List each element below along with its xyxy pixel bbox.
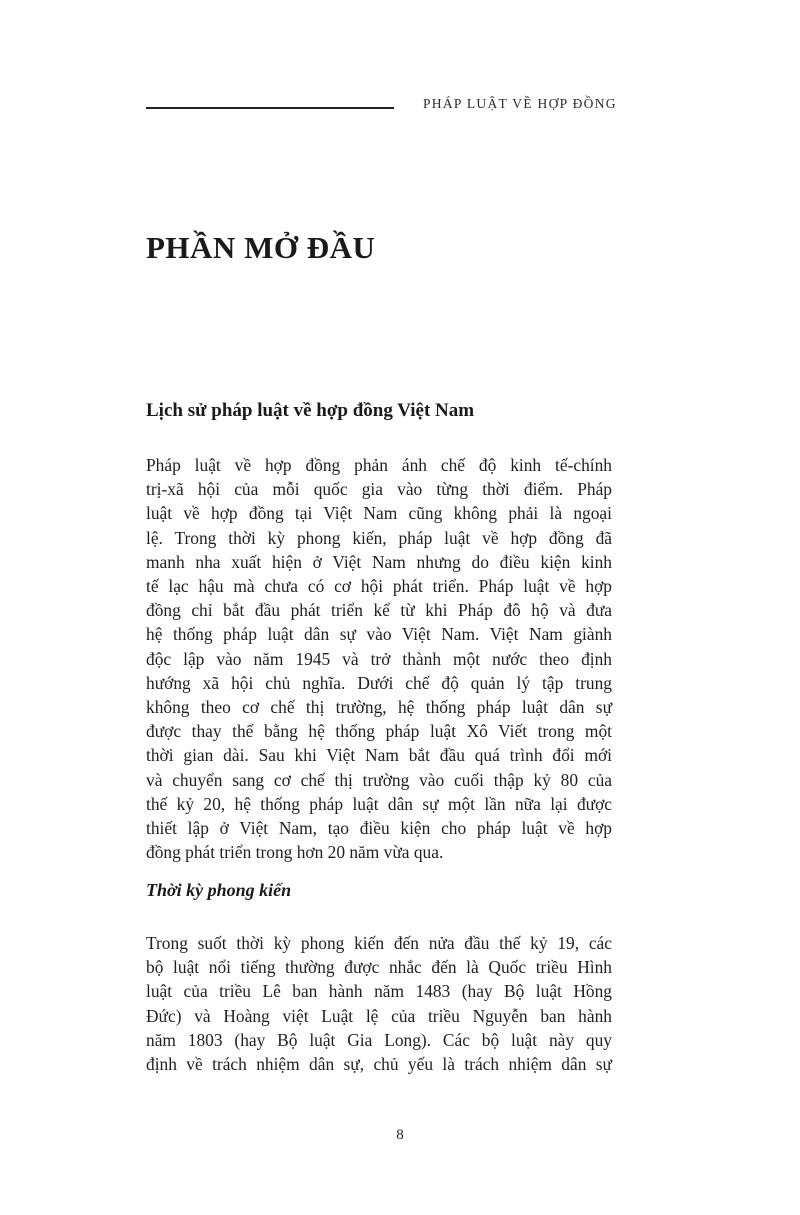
section-heading: Lịch sử pháp luật về hợp đồng Việt Nam [146, 400, 475, 421]
text-line: đồng phát triển trong hơn 20 năm vừa qua. [146, 842, 444, 863]
text-line: bộ luật nổi tiếng thường được nhắc đến là Quốc triều Hình [146, 957, 612, 978]
section-paragraph [146, 453, 612, 864]
text-line: độc lập vào năm 1945 và trở thành một nước theo định [146, 648, 612, 669]
subsection-paragraph [146, 931, 612, 1076]
text-line: trị-xã hội của mỗi quốc gia vào từng thời điểm. Pháp [146, 479, 612, 500]
text-line: manh nha xuất hiện ở Việt Nam nhưng do điều kiện kinh [146, 551, 612, 572]
text-line: định về trách nhiệm dân sự, chủ yếu là trách nhiệm dân sự [146, 1054, 612, 1075]
header-rule [146, 107, 394, 109]
text-line: luật của triều Lê ban hành năm 1483 (hay Bộ luật Hồng [146, 981, 612, 1002]
text-line: luật về hợp đồng tại Việt Nam cũng không phải là ngoại [146, 503, 612, 524]
subsection-heading: Thời kỳ phong kiến [146, 880, 292, 900]
text-line: hệ thống pháp luật dân sự vào Việt Nam. Việt Nam giành [146, 624, 612, 645]
text-line: hướng xã hội chủ nghĩa. Dưới chế độ quản lý tập trung [146, 672, 612, 693]
text-line: năm 1803 (hay Bộ luật Gia Long). Các bộ luật này quy [146, 1029, 612, 1050]
text-line: được thay thế bằng hệ thống pháp luật Xô Viết trong một [146, 721, 612, 742]
text-line: thiết lập ở Việt Nam, tạo điều kiện cho pháp luật về hợp [146, 818, 612, 839]
page-number: 8 [396, 1127, 404, 1143]
text-line: Đức) và Hoàng việt Luật lệ của triều Nguyễn ban hành [146, 1005, 612, 1026]
text-line: không theo cơ chế thị trường, hệ thống pháp luật dân sự [146, 697, 612, 718]
text-line: đồng chỉ bắt đầu phát triển kể từ khi Pháp đô hộ và đưa [146, 600, 612, 621]
text-line: thế kỷ 20, hệ thống pháp luật dân sự một lần nữa lại được [146, 793, 612, 814]
text-line: Trong suốt thời kỳ phong kiến đến nửa đầu thế kỷ 19, các [146, 933, 612, 953]
text-line: và chuyển sang cơ chế thị trường vào cuối thập kỷ 80 của [146, 769, 612, 790]
text-line: Pháp luật về hợp đồng phản ánh chế độ kinh tế-chính [146, 455, 612, 475]
chapter-title: PHẦN MỞ ĐẦU [146, 230, 376, 265]
text-line: thời gian dài. Sau khi Việt Nam bắt đầu quá trình đổi mới [146, 745, 612, 766]
text-line: tế lạc hậu mà chưa có cơ hội phát triển. Pháp luật về hợp [146, 576, 612, 597]
text-line: lệ. Trong thời kỳ phong kiến, pháp luật về hợp đồng đã [146, 527, 612, 548]
running-header: PHÁP LUẬT VỀ HỢP ĐỒNG [423, 96, 617, 111]
